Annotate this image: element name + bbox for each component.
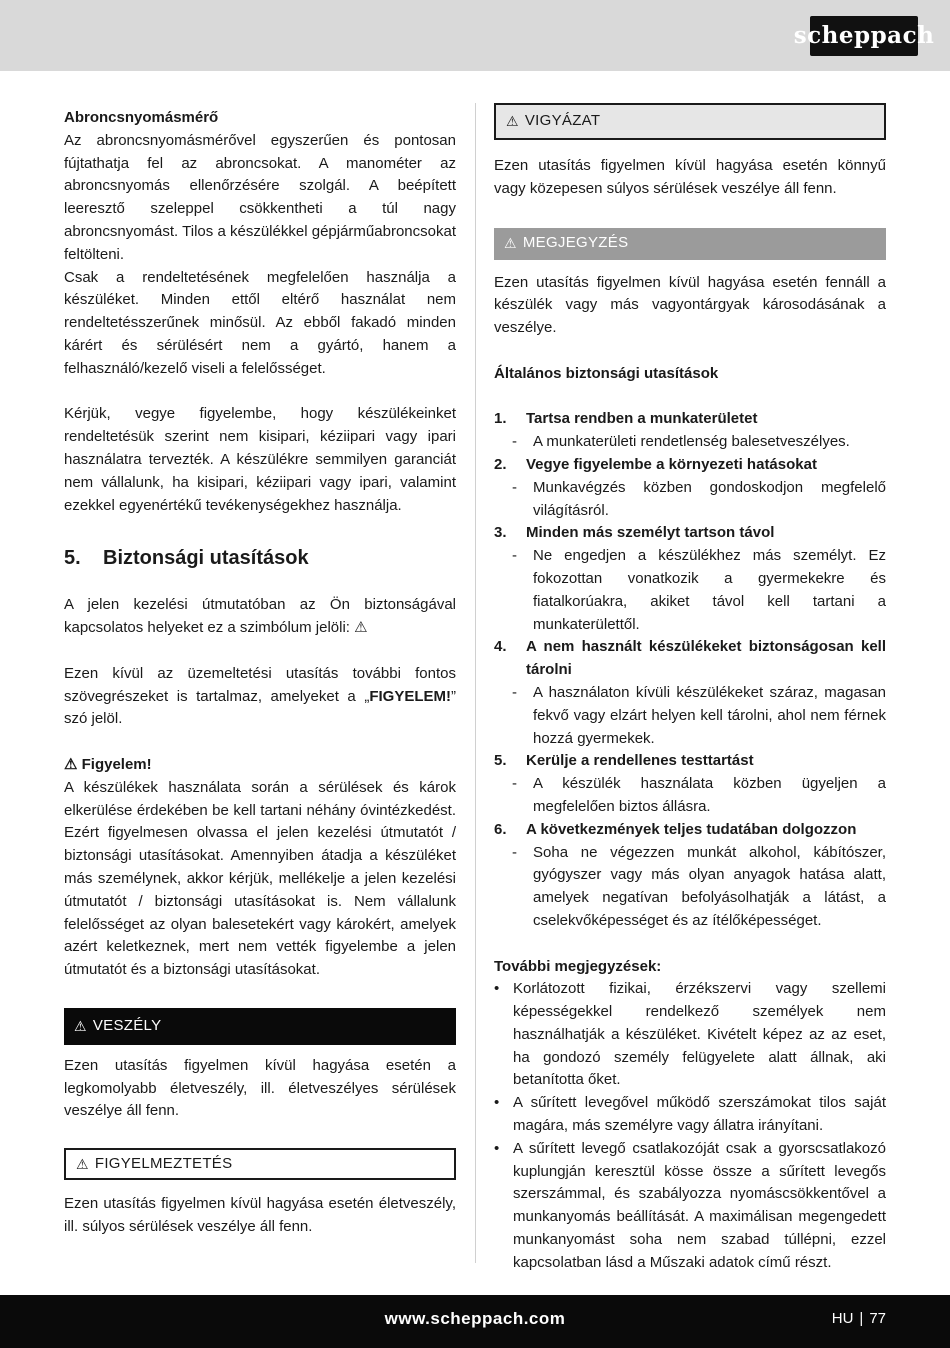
warning-triangle-icon: ⚠: [504, 235, 517, 252]
column-divider: [475, 103, 476, 1263]
right-column: [494, 103, 886, 1275]
footer-url-link[interactable]: www.scheppach.com: [384, 1308, 566, 1328]
note-label: MEGJEGYZÉS: [522, 234, 629, 252]
attention-title: ⚠ Figyelem!: [64, 755, 152, 773]
list-item: 5. Kerülje a rendellenes testtartást - A készülék használata közben ügyeljen a megfelelően biztos állásra.: [494, 752, 886, 815]
list-item: 3. Minden más személyt tartson távol - Ne engedjen a készülékhez más személyt. Ez fokozottan vonatkozik a gyermekekre és fiatalkorúakra, akiket távol kell tartani a munkaterülettől.: [494, 524, 886, 633]
section-number: 5.: [64, 547, 81, 570]
warning-triangle-icon: ⚠: [76, 1155, 89, 1172]
section-title: Biztonsági utasítások: [103, 547, 309, 570]
warning-triangle-icon: ⚠: [74, 1017, 87, 1034]
further-notes-list: [494, 978, 886, 1274]
symbol-intro: A jelen kezelési útmutatóban az Ön biztonságával kapcsolatos helyeket ez a szimbólum jelöli: ⚠: [64, 596, 456, 637]
caution-text: Ezen utasítás figyelmen kívül hagyása esetén könnyű vagy közepesen súlyos sérülések veszélye áll fenn.: [494, 157, 886, 197]
warning-triangle-icon: ⚠: [506, 113, 519, 130]
danger-box: [64, 1008, 456, 1045]
figyelem-intro: Ezen kívül az üzemeltetési utasítás további fontos szövegrészeket is tartalmaz, amelyeket a „FIGYELEM!” szó jelöl.: [64, 664, 456, 728]
tire-gauge-title: Abroncsnyomásmérő: [64, 109, 219, 126]
footer-bar: [0, 1295, 950, 1348]
danger-text: Ezen utasítás figyelmen kívül hagyása esetén a legkomolyabb életveszély, ill. életveszélyes sérülések veszélye áll fenn.: [64, 1056, 456, 1120]
warning-text: Ezen utasítás figyelmen kívül hagyása esetén életveszély, ill. súlyos sérülések veszélye áll fenn.: [64, 1195, 456, 1236]
warning-label: FIGYELMEZTETÉS: [94, 1154, 233, 1172]
caution-label: VIGYÁZAT: [524, 112, 601, 130]
attention-text: A készülékek használata során a sérülések és károk elkerülése érdekében be kell tartani néhány óvintézkedést. Ezért figyelmesen olvassa el jelen kezelési útmutatót / biztonsági utasításokat. Amennyiben átadja a készüléket más személynek, akkor kérjük, mellékelje a jelen kezelési útmutatót / biztonsági utasításokat is. Nem vállalunk felelősséget az olyan balesetekért vagy károkért, amelyek azért keletkeznek, mert nem vették figyelembe a jelen útmutatót és a biztonsági utasításokat.: [64, 778, 456, 979]
not-commercial-text: Kérjük, vegye figyelembe, hogy készülékeinket rendeltetésük szerint nem kisipari, kéziipari vagy ipari használatra tervezték. A készülékre semmilyen garanciát nem vállalunk, ha kisipari, kéziipari vagy ipari, valamint ezekkel egyenértékű tevékenységekhez használja.: [64, 405, 456, 514]
language-code: HU: [831, 1309, 854, 1327]
list-item: 2. Vegye figyelembe a környezeti hatásokat - Munkavégzés közben gondoskodjon megfelelő világításról.: [494, 455, 886, 519]
list-item: 1. Tartsa rendben a munkaterületet - A munkaterületi rendetlenség balesetveszélyes.: [494, 410, 850, 451]
note-text: Ezen utasítás figyelmen kívül hagyása esetén fennáll a készülék vagy más vagyontárgyak károsodásának a veszélye.: [494, 273, 886, 337]
note-box: [494, 228, 886, 260]
list-item: • Korlátozott fizikai, érzékszervi vagy szellemi képességekkel rendelkező személyek nem használhatják a készüléket. Kivételt képez az az eset, ha gondozó személy felügyelete alatt állnak, aki betanította őket.: [494, 980, 886, 1089]
list-item: • A sűrített levegővel működő szerszámokat tilos saját magára, más személyre vagy állatra irányítani.: [494, 1094, 886, 1135]
caution-box: [494, 103, 886, 140]
tire-gauge-text: Az abroncsnyomásmérővel egyszerűen és pontosan fújtathatja fel az abroncsokat. A manométer az abroncsnyomás ellenőrzésére szolgál. A beépített leeresztő szeleppel csökkentheti a túl nagy abroncsnyomást. Tilos a készülékkel gépjárműabroncsokat feltölteni.: [64, 131, 456, 263]
page-indicator: HU | 77: [832, 1295, 886, 1343]
further-notes-title: További megjegyzések:: [494, 957, 662, 975]
warning-box: [64, 1148, 456, 1180]
page-number: 77: [869, 1309, 886, 1327]
general-safety-title: Általános biztonsági utasítások: [494, 364, 719, 382]
safety-items-list: [494, 408, 886, 932]
section-heading: [64, 544, 456, 572]
header-bar: [0, 0, 950, 71]
intended-use-text: Csak a rendeltetésének megfelelően használja a készüléket. Minden ettől eltérő használat nem rendeltetésszerűnek minősül. Az ebből fakadó minden kárért és sérülésért nem a gyártó, hanem a felhasználó/kezelő viseli a felelősséget.: [64, 268, 456, 377]
list-item: 4. A nem használt készülékeket biztonságosan kell tárolni - A használaton kívüli készülékeket száraz, magasan fekvő vagy elzárt helyen kell tárolni, ahol nem férnek hozzá gyermekek.: [494, 638, 886, 747]
danger-label: VESZÉLY: [92, 1016, 162, 1034]
brand-logo: scheppach: [810, 16, 918, 56]
list-item: 6. A következmények teljes tudatában dolgozzon - Soha ne végezzen munkát alkohol, kábítószer, gyógyszer vagy más olyan anyagok hatása alatt, amelyek negatívan befolyásolhatják a látást, a cselekvőképességet és az ítélőképességet.: [494, 820, 886, 929]
left-column: [64, 107, 456, 1239]
list-item: • A sűrített levegő csatlakozóját csak a gyorscsatlakozó kuplungján keresztül kösse össze a sűrített levegős szerszámmal, és szabályozza nyomáscsökkentővel a munkanyomás beállítását. A maximálisan megengedett munkanyomást soha nem szabad túllépni, ezzel kapcsolatban lásd a Műszaki adatok című részt.: [494, 1139, 886, 1271]
